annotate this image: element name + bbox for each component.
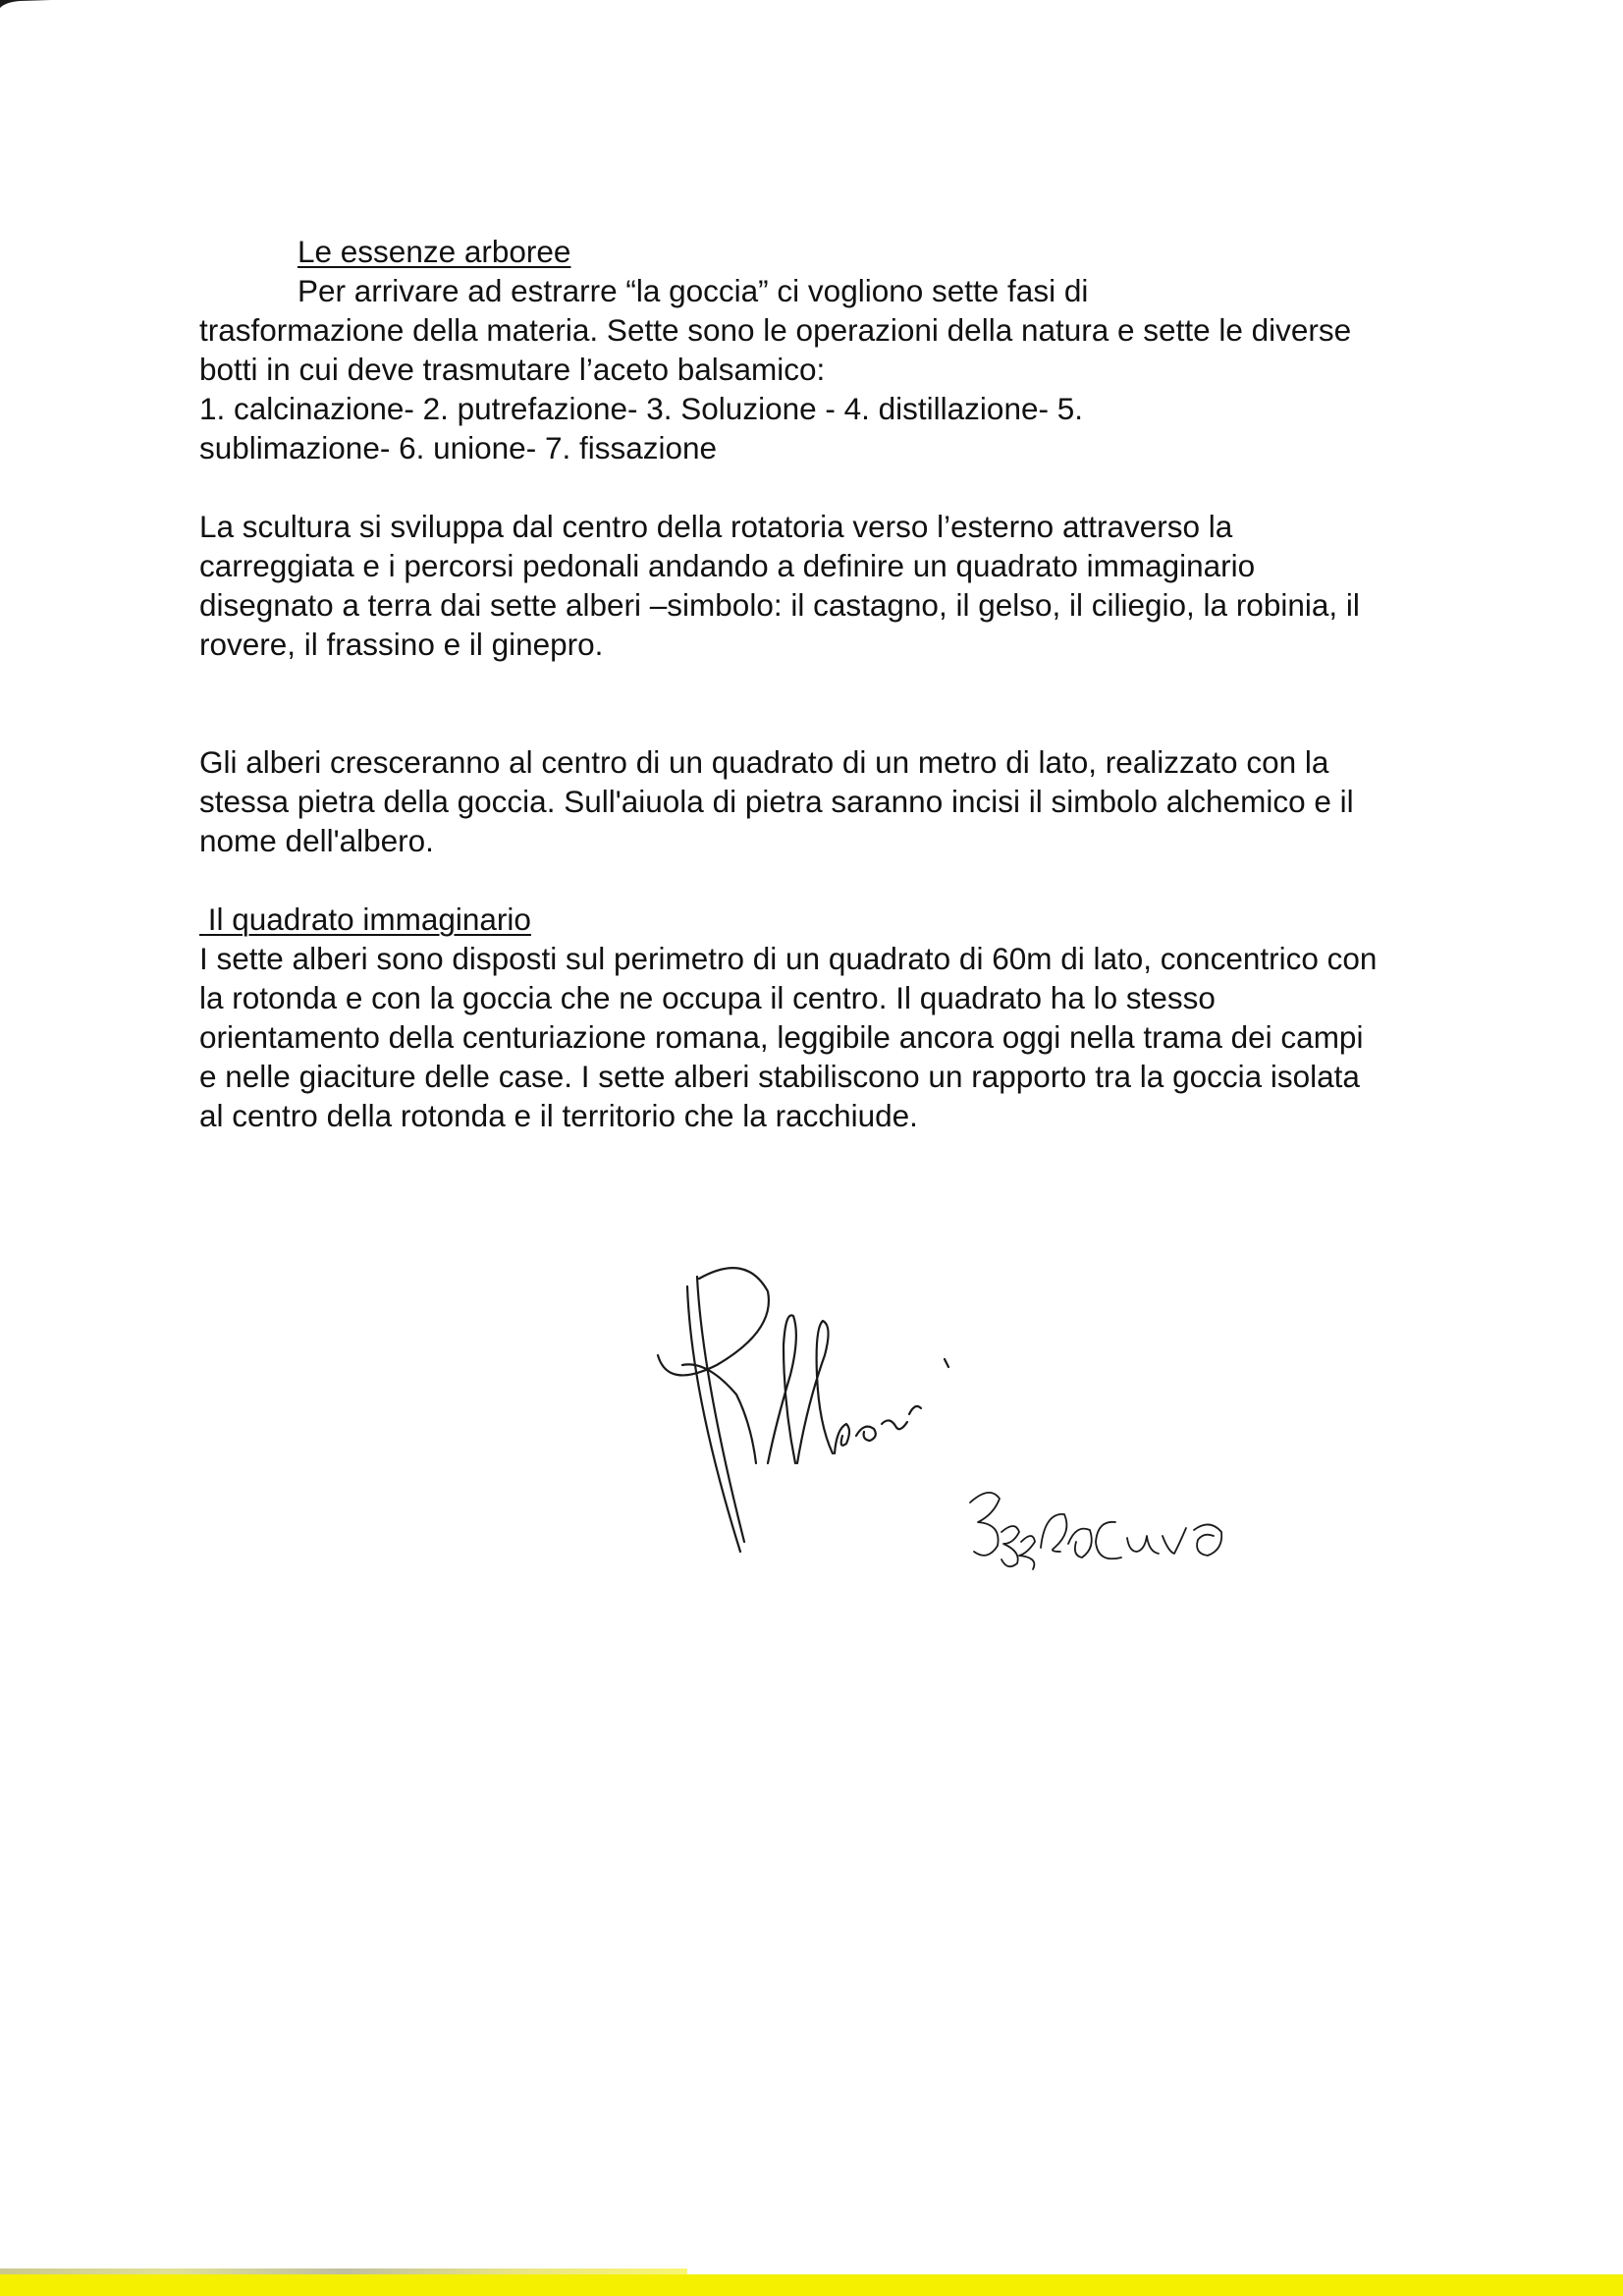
phases-list-line-2: sublimazione- 6. unione- 7. fissazione bbox=[199, 430, 718, 465]
signatures bbox=[628, 1257, 1316, 1630]
paragraph-sculpture: La scultura si sviluppa dal centro della rotatoria verso l’esterno attraverso la carreggiata e i percorsi pedonali andando a definire un quadrato immaginario disegnato a terra dai sette alberi –simbolo: il castagno, il gelso, il ciliegio, la robinia, il rovere, il frassino e il ginepro. bbox=[199, 509, 1360, 662]
heading-il-quadrato-immaginario: Il quadrato immaginario bbox=[199, 902, 531, 937]
document-body bbox=[199, 232, 1378, 1135]
signature-pellacani bbox=[658, 1268, 948, 1552]
paragraph-continuation: trasformazione della materia. Sette sono le operazioni della natura e sette le diverse botti in cui deve trasmutare l’aceto balsamico: bbox=[199, 312, 1352, 387]
paragraph-trees: Gli alberi cresceranno al centro di un quadrato di un metro di lato, realizzato con la stessa pietra della goccia. Sull'aiuola di pietra saranno incisi il simbolo alchemico e il nome dell'albero. bbox=[199, 744, 1354, 858]
scan-corner-mark bbox=[0, 0, 51, 20]
scan-artifact-strip bbox=[0, 2274, 1623, 2296]
heading-le-essenze-arboree: Le essenze arboree bbox=[298, 234, 571, 269]
phases-list-line-1: 1. calcinazione- 2. putrefazione- 3. Soluzione - 4. distillazione- 5. bbox=[199, 391, 1083, 426]
paragraph-quadrato: I sette alberi sono disposti sul perimetro di un quadrato di 60m di lato, concentrico con la rotonda e con la goccia che ne occupa il centro. Il quadrato ha lo stesso orientamento della centuriazione romana, leggibile ancora oggi nella trama dei campi e nelle giaciture delle case. I sette alberi stabiliscono un rapporto tra la goccia isolata al centro della rotonda e il territorio che la racchiude. bbox=[199, 941, 1378, 1133]
paragraph-first-line: Per arrivare ad estrarre “la goccia” ci vogliono sette fasi di bbox=[298, 273, 1089, 308]
signature-bassoli bbox=[970, 1493, 1221, 1569]
